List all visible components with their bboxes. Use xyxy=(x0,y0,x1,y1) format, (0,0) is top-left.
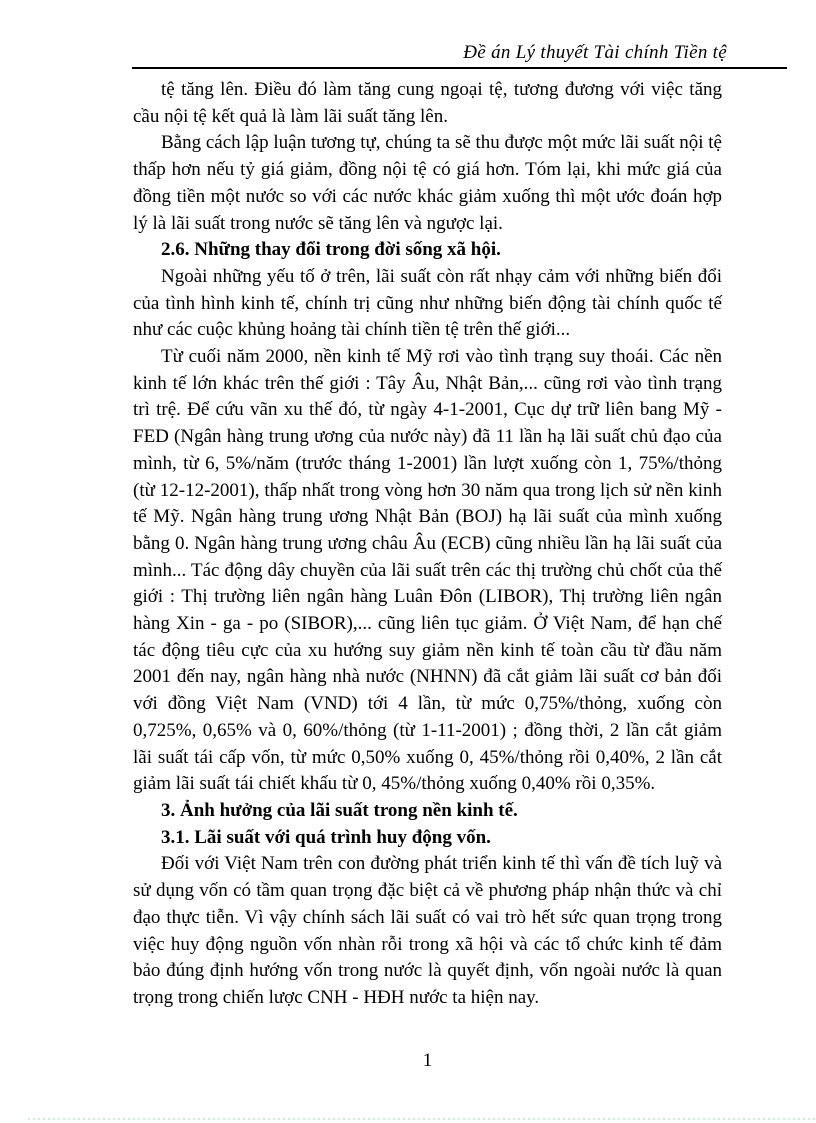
heading-2-6-social-life-changes: 2.6. Những thay đổi trong đời sống xã hội. xyxy=(161,239,501,261)
header-rule xyxy=(132,67,787,69)
heading-3-1-capital-mobilization: 3.1. Lãi suất với quá trình huy động vốn. xyxy=(161,826,491,848)
heading-3-interest-rate-influence: 3. Ảnh hưởng của lãi suất trong nền kinh tế. xyxy=(161,799,518,821)
page-footer xyxy=(133,1050,722,1072)
paragraph-reasoning-summary: Bằng cách lập luận tương tự, chúng ta sẽ thu được một mức lãi suất nội tệ thấp hơn nếu tỷ giá giảm, đồng nội tệ có giá hơn. Tóm lại, khi mức giá của đồng tiền một nước so với các nước khác giảm xuống thì một ước đoán hợp lý là lãi suất trong nước sẽ tăng lên và ngược lại. xyxy=(133,132,722,234)
paragraph-exchange-rate-effect: tệ tăng lên. Điều đó làm tăng cung ngoại tệ, tương đương với việc tăng cầu nội tệ kết quả là làm lãi suất tăng lên. xyxy=(133,79,722,127)
page-number: 1 xyxy=(422,1050,433,1071)
page-break-marker xyxy=(28,1118,816,1120)
document-body xyxy=(133,77,722,1012)
running-head-title: Đề án Lý thuyết Tài chính Tiền tệ xyxy=(463,42,727,63)
paragraph-global-rate-cuts: Từ cuối năm 2000, nền kinh tế Mỹ rơi vào tình trạng suy thoái. Các nền kinh tế lớn khác trên thế giới : Tây Âu, Nhật Bản,... cũng rơi vào tình trạng trì trệ. Để cứu vãn xu thế đó, từ ngày 4-1-2001, Cục dự trữ liên bang Mỹ - FED (Ngân hàng trung ương của nước này) đã 11 lần hạ lãi suất chủ đạo của mình, từ 6, 5%/năm (trước tháng 1-2001) lần lượt xuống còn 1, 75%/thỏng (từ 12-12-2001), thấp nhất trong vòng hơn 30 năm qua trong lịch sử nền kinh tế Mỹ. Ngân hàng trung ương Nhật Bản (BOJ) hạ lãi suất của mình xuống bằng 0. Ngân hàng trung ương châu Âu (ECB) cũng nhiều lần hạ lãi suất của mình... Tác động dây chuyền của lãi suất trên các thị trường chủ chốt của thế giới : Thị trường liên ngân hàng Luân Đôn (LIBOR), Thị trường liên ngân hàng Xin - ga - po (SIBOR),... cũng liên tục giảm. Ở Việt Nam, để hạn chế tác động tiêu cực của xu hướng suy giảm nền kinh tế toàn cầu từ đầu năm 2001 đến nay, ngân hàng nhà nước (NHNN) đã cắt giảm lãi suất cơ bản đối với đồng Việt Nam (VND) tới 4 lần, từ mức 0,75%/thỏng, xuống còn 0,725%, 0,65% và 0, 60%/thỏng (từ 1-11-2001) ; đồng thời, 2 lần cắt giảm lãi suất tái cấp vốn, từ mức 0,50% xuống 0, 45%/thỏng rồi 0,40%, 2 lần cắt giảm lãi suất tái chiết khấu từ 0, 45%/thỏng xuống 0,40% rồi 0,35%. xyxy=(133,346,722,795)
paragraph-sensitivity-factors: Ngoài những yếu tố ở trên, lãi suất còn rất nhạy cảm với những biến đổi của tình hình kinh tế, chính trị cũng như những biến động tài chính quốc tế như các cuộc khủng hoảng tài chính tiền tệ trên thế giới... xyxy=(133,265,722,341)
paragraph-vietnam-capital: Đối với Việt Nam trên con đường phát triển kinh tế thì vấn đề tích luỹ và sử dụng vốn có tầm quan trọng đặc biệt cả về phương pháp nhận thức và chỉ đạo thực tiễn. Vì vậy chính sách lãi suất có vai trò hết sức quan trọng trong việc huy động nguồn vốn nhàn rỗi trong xã hội và các tổ chức kinh tế đảm bảo đúng định hướng vốn trong nước là quyết định, vốn ngoài nước là quan trọng trong chiến lược CNH - HĐH nước ta hiện nay. xyxy=(133,853,722,1008)
